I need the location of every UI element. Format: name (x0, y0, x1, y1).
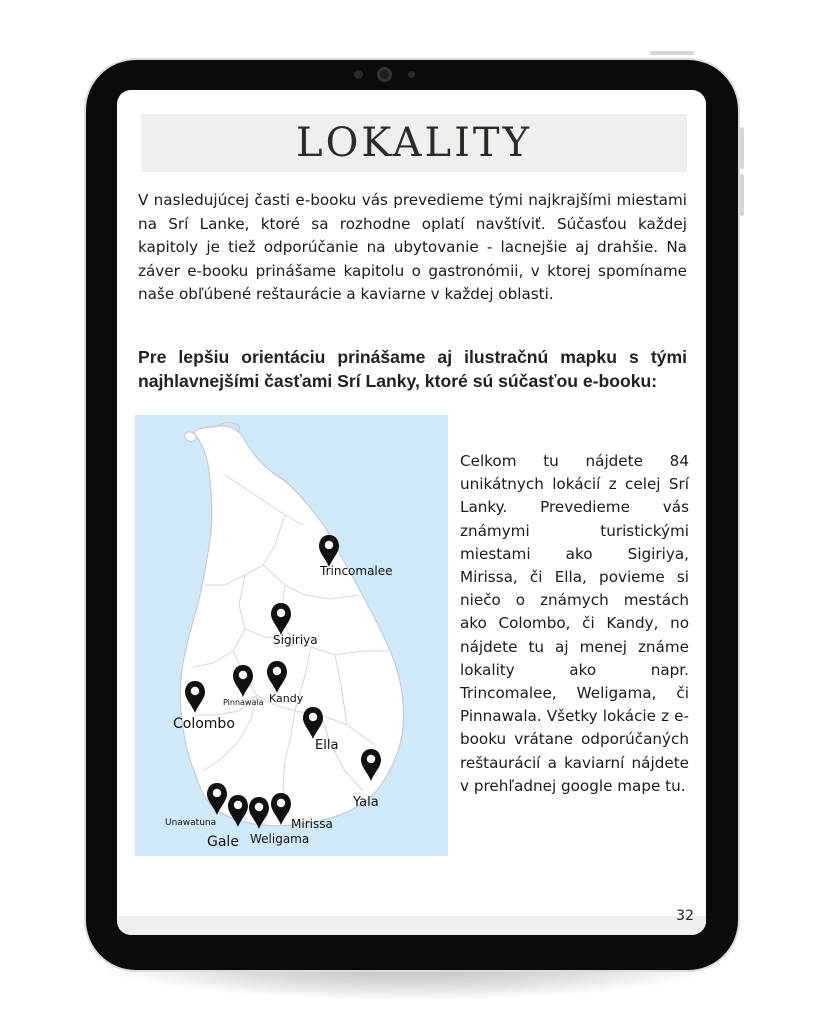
label-yala: Yala (353, 795, 379, 810)
pin-kandy[interactable] (267, 661, 304, 705)
label-ella: Ella (315, 738, 339, 753)
map-marker-icon (267, 661, 287, 693)
footer-strip (117, 916, 706, 935)
sensor-icon (354, 70, 363, 79)
sensor-icon (408, 71, 415, 78)
volume-down-button (740, 174, 744, 216)
map-marker-icon (271, 793, 291, 825)
pin-mirissa[interactable] (271, 793, 333, 831)
label-unawatuna: Unawatuna (165, 818, 217, 828)
map-marker-icon (271, 603, 291, 635)
map-markers (135, 415, 448, 856)
map-marker-icon (185, 681, 205, 713)
locations-summary (460, 450, 689, 798)
camera-icon (377, 67, 392, 82)
intro-paragraph: V nasledujúcej časti e-booku vás prevedieme tými najkrajšími miestami na Srí Lanke, ktoré sa rozhodne oplatí navštíviť. Súčasťou každej kapitoly je tiež odporúčanie na ubytovanie - lacnejšie aj drahšie. Na záver e-booku prinášame kapitolu o gastronómii, v ktorej spomíname naše obľúbené reštaurácie a kaviarne v každej oblasti. (138, 191, 687, 303)
ebook-page (117, 90, 706, 935)
title-banner (141, 114, 687, 172)
pin-yala[interactable] (352, 749, 381, 810)
map-intro-paragraph: Pre lepšiu orientáciu prinášame aj ilustračnú mapku s tými najhlavnejšími časťami Srí Lanky, ktoré sú súčasťou e-booku: (138, 347, 687, 391)
map-marker-icon (319, 535, 339, 567)
pin-unawatuna[interactable] (165, 783, 227, 828)
map-marker-icon (207, 783, 227, 815)
map-marker-icon (233, 665, 253, 697)
label-pinnawala: Pinnawala (223, 698, 264, 707)
label-sigiriya: Sigiriya (273, 633, 318, 647)
power-button (650, 51, 694, 55)
page-title: LOKALITY (296, 120, 532, 166)
label-mirissa: Mirissa (291, 817, 333, 831)
pin-sigiriya[interactable] (271, 603, 318, 647)
label-colombo: Colombo (173, 716, 235, 732)
label-kandy: Kandy (269, 692, 304, 705)
locations-summary-text: Celkom tu nájdete 84 unikátnych lokácií z celej Srí Lanky. Prevedieme vás známymi turistickými miestami ako Sigiriya, Mirissa, či Ella, povieme si niečo o známych mestách ako Colombo, či Kandy, no nájdete tu aj menej známe lokality ako napr. Trincomalee, Weligama, či Pinnawala. Všetky lokácie z e-booku vrátane odporúčaných reštaurácií a kaviarní nájdete v prehľadnej google mape tu. (460, 452, 689, 795)
label-weligama: Weligama (250, 832, 310, 846)
pin-pinnawala[interactable] (223, 665, 264, 707)
map-marker-icon (249, 797, 269, 829)
volume-up-button (740, 127, 744, 169)
label-gale: Gale (207, 834, 239, 850)
sri-lanka-map (135, 415, 448, 856)
map-marker-icon (303, 707, 323, 739)
page-number: 32 (676, 908, 694, 924)
pin-trincomalee[interactable] (319, 535, 393, 578)
pin-ella[interactable] (303, 707, 338, 753)
label-trincomalee: Trincomalee (320, 564, 393, 578)
map-marker-icon (361, 749, 381, 781)
map-marker-icon (228, 795, 248, 827)
